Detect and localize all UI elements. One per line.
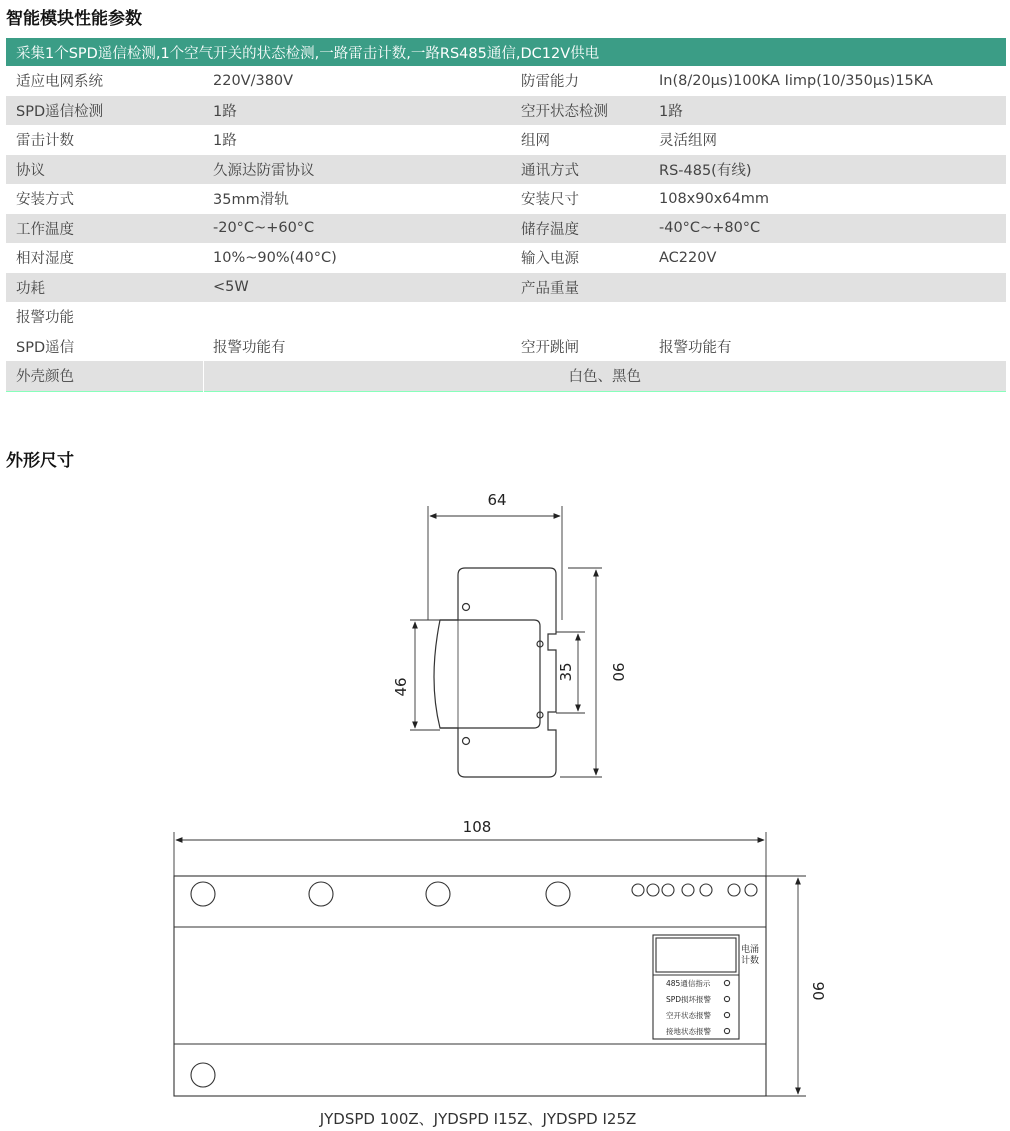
indicator-label: SPD损坏报警: [666, 995, 712, 1004]
spec-banner: 采集1个SPD遥信检测,1个空气开关的状态检测,一路雷击计数,一路RS485通信,DC12V供电: [6, 38, 1006, 66]
spec-value: 1路: [213, 133, 237, 150]
spec-value: 久源达防雷协议: [203, 155, 511, 185]
spec-key: 相对湿度: [16, 251, 74, 268]
spec-key: 适应电网系统: [16, 74, 103, 91]
side-height-label: 90: [609, 662, 627, 682]
section-title-dimensions: 外形尺寸: [6, 451, 74, 471]
spec-key: 输入电源: [521, 251, 579, 268]
front-width-label: 108: [462, 818, 492, 836]
side-rail-label: 35: [557, 662, 575, 682]
indicator-label: 接地状态报警: [666, 1027, 711, 1036]
counter-label-2: 计数: [741, 956, 760, 966]
side-view-drawing: [410, 506, 602, 777]
model-caption: JYDSPD 100Z、JYDSPD I15Z、JYDSPD I25Z: [319, 1110, 637, 1128]
spec-value: 220V/380V: [213, 72, 294, 89]
spec-value: 白色、黑色: [203, 361, 1006, 391]
spec-key: 通讯方式: [511, 155, 649, 185]
spec-value: 灵活组网: [659, 133, 717, 150]
spec-value: RS-485(有线): [649, 155, 1006, 185]
spec-value: 10%~90%(40°C): [213, 249, 337, 266]
section-title-performance: 智能模块性能参数: [6, 9, 142, 29]
spec-key: SPD遥信检测: [6, 96, 203, 126]
spec-value: 报警功能有: [659, 339, 732, 356]
spec-key: 外壳颜色: [6, 361, 203, 391]
side-body-label: 46: [392, 677, 410, 697]
spec-key: 工作温度: [6, 214, 203, 244]
side-width-label: 64: [487, 491, 507, 509]
spec-key: 储存温度: [511, 214, 649, 244]
spec-value: 1路: [649, 96, 1006, 126]
spec-key: 组网: [521, 133, 550, 150]
indicator-label: 485通信指示: [666, 979, 711, 988]
spec-value: -20°C~+60°C: [203, 214, 511, 244]
spec-key: 协议: [6, 155, 203, 185]
spec-value: 报警功能有: [213, 339, 286, 356]
spec-value: 35mm滑轨: [213, 192, 289, 209]
spec-key: 空开跳闸: [521, 339, 579, 356]
spec-key: 空开状态检测: [511, 96, 649, 126]
spec-value: AC220V: [659, 249, 717, 266]
spec-key: SPD遥信: [16, 339, 75, 356]
spec-key: 安装方式: [16, 192, 74, 209]
spec-value: <5W: [203, 273, 511, 303]
counter-label-1: 电涌: [741, 945, 760, 955]
spec-key: 报警功能: [16, 310, 74, 327]
front-view-drawing: [174, 832, 806, 1096]
front-height-label: 90: [809, 981, 827, 1001]
spec-key: 功耗: [6, 273, 203, 303]
indicator-label: 空开状态报警: [666, 1011, 711, 1020]
spec-key: 产品重量: [511, 273, 649, 303]
spec-key: 雷击计数: [16, 133, 74, 150]
spec-value: -40°C~+80°C: [649, 214, 1006, 244]
spec-key: 防雷能力: [521, 74, 579, 91]
spec-key: 安装尺寸: [521, 192, 579, 209]
spec-value: 108x90x64mm: [659, 190, 769, 207]
spec-value: In(8/20μs)100KA Iimp(10/350μs)15KA: [659, 72, 933, 89]
spec-value: 1路: [203, 96, 511, 126]
